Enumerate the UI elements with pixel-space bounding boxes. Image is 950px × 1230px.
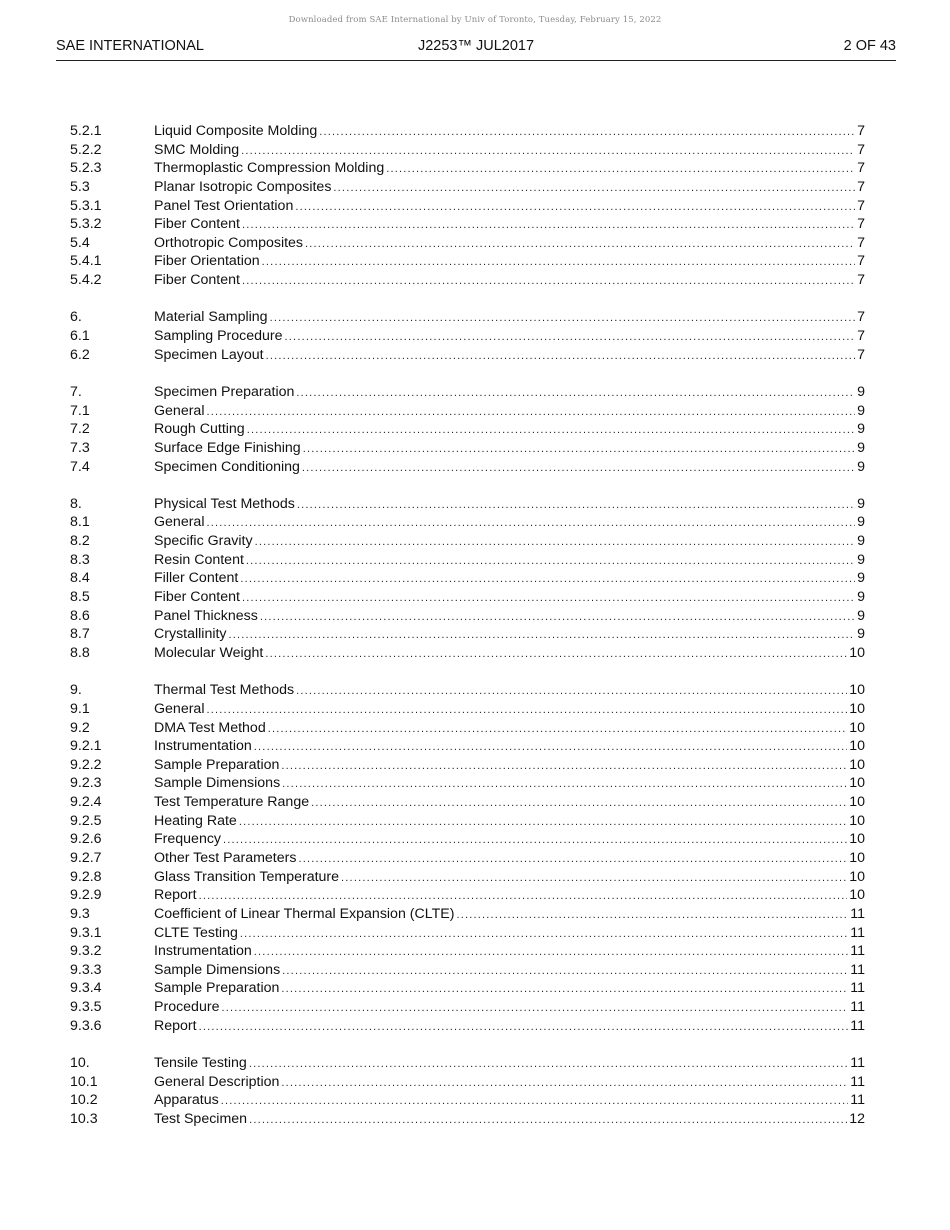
toc-entry[interactable] <box>70 644 865 663</box>
dot-leader <box>266 347 855 366</box>
section-page: 10 <box>849 756 865 773</box>
section-number: 10.3 <box>70 1110 98 1127</box>
section-title: Sample Preparation <box>154 980 280 997</box>
toc-entry[interactable] <box>70 532 865 551</box>
section-number: 9.3.3 <box>70 961 102 978</box>
dot-leader <box>298 850 847 869</box>
section-title: Tensile Testing <box>154 1055 247 1072</box>
section-number: 9.3.5 <box>70 999 102 1016</box>
section-title: Crystallinity <box>154 626 227 643</box>
toc-entry[interactable] <box>70 1091 865 1110</box>
section-page: 11 <box>850 961 865 978</box>
dot-leader <box>319 123 855 142</box>
dot-leader <box>241 142 855 161</box>
section-page: 11 <box>850 943 865 960</box>
section-title: SMC Molding <box>154 141 240 158</box>
section-gap <box>70 663 865 682</box>
section-title: Heating Rate <box>154 812 237 829</box>
toc-entry[interactable] <box>70 812 865 831</box>
section-number: 5.3.2 <box>70 216 102 233</box>
table-of-contents <box>70 122 865 1129</box>
toc-entry[interactable] <box>70 234 865 253</box>
section-number: 9.3 <box>70 905 90 922</box>
section-title: General <box>154 700 205 717</box>
section-number: 8.3 <box>70 551 90 568</box>
section-title: Fiber Content <box>154 216 240 233</box>
dot-leader <box>247 421 855 440</box>
toc-entry[interactable] <box>70 122 865 141</box>
document-id: J2253™ JUL2017 <box>417 38 535 54</box>
toc-entry[interactable] <box>70 420 865 439</box>
section-number: 5.4.2 <box>70 272 102 289</box>
section-number: 8.4 <box>70 570 90 587</box>
section-number: 5.3.1 <box>70 197 102 214</box>
dot-leader <box>262 253 855 272</box>
section-title: Apparatus <box>154 1092 219 1109</box>
section-number: 9.2 <box>70 719 90 736</box>
dot-leader <box>254 943 848 962</box>
toc-entry[interactable] <box>70 569 865 588</box>
section-page: 9 <box>857 458 865 475</box>
dot-leader <box>341 869 847 888</box>
section-gap <box>70 290 865 309</box>
section-page: 9 <box>857 570 865 587</box>
toc-entry[interactable] <box>70 849 865 868</box>
toc-entry[interactable] <box>70 252 865 271</box>
toc-entry[interactable] <box>70 588 865 607</box>
section-title: General <box>154 514 205 531</box>
dot-leader <box>255 533 856 552</box>
dot-leader <box>296 384 855 403</box>
section-title: General <box>154 402 205 419</box>
section-title: Sample Preparation <box>154 756 280 773</box>
toc-entry[interactable] <box>70 700 865 719</box>
section-page: 11 <box>850 1017 865 1034</box>
section-page: 7 <box>857 272 865 289</box>
dot-leader <box>242 272 855 291</box>
toc-entry[interactable] <box>70 924 865 943</box>
section-title: Physical Test Methods <box>154 495 295 512</box>
section-number: 9.3.2 <box>70 943 102 960</box>
section-number: 9.3.6 <box>70 1017 102 1034</box>
section-page: 11 <box>850 1073 865 1090</box>
section-title: Sample Dimensions <box>154 775 281 792</box>
section-page: 10 <box>849 794 865 811</box>
section-number: 7.3 <box>70 439 90 456</box>
section-title: Rough Cutting <box>154 421 245 438</box>
section-page: 10 <box>849 682 865 699</box>
toc-entry[interactable] <box>70 271 865 290</box>
section-number: 10.1 <box>70 1073 98 1090</box>
dot-leader <box>249 1055 848 1074</box>
dot-leader <box>386 160 855 179</box>
section-page: 7 <box>857 123 865 139</box>
toc-entry[interactable] <box>70 979 865 998</box>
section-page: 11 <box>850 999 865 1016</box>
section-number: 8.5 <box>70 589 90 606</box>
section-page: 10 <box>849 644 865 661</box>
dot-leader <box>281 757 847 776</box>
toc-entry[interactable] <box>70 551 865 570</box>
section-page: 7 <box>857 178 865 195</box>
section-title: Planar Isotropic Composites <box>154 178 332 195</box>
section-page: 9 <box>857 626 865 643</box>
section-number: 8.7 <box>70 626 90 643</box>
section-page: 9 <box>857 402 865 419</box>
section-number: 8.1 <box>70 514 90 531</box>
section-page: 11 <box>850 980 865 997</box>
dot-leader <box>229 626 856 645</box>
toc-entry[interactable] <box>70 1017 865 1036</box>
section-number: 8.6 <box>70 607 90 624</box>
section-title: DMA Test Method <box>154 719 266 736</box>
section-page: 9 <box>857 533 865 550</box>
section-number: 6. <box>70 309 82 326</box>
section-gap <box>70 476 865 495</box>
toc-entry[interactable] <box>70 868 865 887</box>
section-page: 10 <box>849 775 865 792</box>
section-title: Report <box>154 1017 197 1034</box>
section-page: 9 <box>857 551 865 568</box>
toc-entry[interactable] <box>70 402 865 421</box>
page-number: 2 OF 43 <box>843 38 896 54</box>
toc-entry[interactable] <box>70 215 865 234</box>
dot-leader <box>296 682 847 701</box>
toc-entry[interactable] <box>70 886 865 905</box>
dot-leader <box>302 459 855 478</box>
section-title: General Description <box>154 1073 280 1090</box>
dot-leader <box>311 794 847 813</box>
section-title: Frequency <box>154 831 222 848</box>
toc-entry[interactable] <box>70 756 865 775</box>
section-title: Other Test Parameters <box>154 849 297 866</box>
section-number: 9.1 <box>70 700 90 717</box>
section-page: 11 <box>850 1092 865 1109</box>
dot-leader <box>206 701 847 720</box>
section-title: Thermal Test Methods <box>154 682 295 699</box>
section-page: 11 <box>850 1055 865 1072</box>
section-number: 7.2 <box>70 421 90 438</box>
section-title: Sampling Procedure <box>154 328 283 345</box>
dot-leader <box>246 552 855 571</box>
section-gap <box>70 364 865 383</box>
dot-leader <box>221 1092 849 1111</box>
toc-entry[interactable] <box>70 681 865 700</box>
section-page: 9 <box>857 607 865 624</box>
toc-entry[interactable] <box>70 625 865 644</box>
section-page: 7 <box>857 328 865 345</box>
section-number: 7. <box>70 383 82 400</box>
section-number: 5.3 <box>70 178 90 195</box>
section-title: Test Temperature Range <box>154 794 310 811</box>
toc-entry[interactable] <box>70 830 865 849</box>
section-title: Procedure <box>154 999 220 1016</box>
section-number: 8.2 <box>70 533 90 550</box>
toc-entry[interactable] <box>70 383 865 402</box>
section-title: Specimen Layout <box>154 346 264 363</box>
section-number: 6.1 <box>70 328 90 345</box>
dot-leader <box>295 198 855 217</box>
dot-leader <box>265 645 847 664</box>
section-page: 10 <box>849 868 865 885</box>
section-page: 7 <box>857 160 865 177</box>
section-gap <box>70 1035 865 1054</box>
section-page: 11 <box>850 905 865 922</box>
publisher-name: SAE INTERNATIONAL <box>56 38 204 54</box>
section-page: 7 <box>857 216 865 233</box>
dot-leader <box>260 608 855 627</box>
dot-leader <box>240 925 848 944</box>
section-page: 10 <box>849 738 865 755</box>
section-number: 9.2.6 <box>70 831 102 848</box>
section-page: 9 <box>857 495 865 512</box>
dot-leader <box>249 1111 847 1130</box>
section-page: 9 <box>857 383 865 400</box>
toc-entry[interactable] <box>70 607 865 626</box>
dot-leader <box>206 403 855 422</box>
toc-entry[interactable] <box>70 942 865 961</box>
dot-leader <box>268 720 848 739</box>
dot-leader <box>285 328 856 347</box>
section-number: 10.2 <box>70 1092 98 1109</box>
dot-leader <box>303 440 855 459</box>
section-number: 5.2.2 <box>70 141 102 158</box>
section-title: Fiber Content <box>154 589 240 606</box>
section-page: 10 <box>849 831 865 848</box>
section-page: 7 <box>857 346 865 363</box>
section-title: Sample Dimensions <box>154 961 281 978</box>
section-title: Surface Edge Finishing <box>154 439 301 456</box>
section-number: 7.1 <box>70 402 90 419</box>
section-page: 7 <box>857 141 865 158</box>
section-title: Instrumentation <box>154 943 252 960</box>
download-watermark: Downloaded from SAE International by Univ of Toronto, Tuesday, February 15, 2022 <box>288 15 662 25</box>
toc-entry[interactable] <box>70 197 865 216</box>
dot-leader <box>270 309 856 328</box>
section-title: Fiber Orientation <box>154 253 260 270</box>
section-page: 10 <box>849 719 865 736</box>
section-number: 6.2 <box>70 346 90 363</box>
section-number: 9. <box>70 682 82 699</box>
page-header <box>56 38 896 61</box>
section-number: 9.2.9 <box>70 887 102 904</box>
dot-leader <box>206 514 855 533</box>
section-title: Molecular Weight <box>154 644 264 661</box>
section-number: 8. <box>70 495 82 512</box>
toc-entry[interactable] <box>70 1110 865 1129</box>
dot-leader <box>333 179 855 198</box>
section-page: 10 <box>849 812 865 829</box>
dot-leader <box>456 906 848 925</box>
section-page: 11 <box>850 924 865 941</box>
section-number: 9.3.1 <box>70 924 102 941</box>
section-title: Specimen Preparation <box>154 383 295 400</box>
dot-leader <box>281 980 848 999</box>
section-number: 7.4 <box>70 458 90 475</box>
section-number: 9.2.5 <box>70 812 102 829</box>
section-page: 10 <box>849 887 865 904</box>
section-title: Liquid Composite Molding <box>154 123 318 139</box>
section-page: 10 <box>849 700 865 717</box>
section-page: 7 <box>857 309 865 326</box>
dot-leader <box>242 216 855 235</box>
dot-leader <box>199 887 848 906</box>
section-title: Specific Gravity <box>154 533 253 550</box>
section-page: 9 <box>857 421 865 438</box>
dot-leader <box>254 738 847 757</box>
section-title: Coefficient of Linear Thermal Expansion (CLTE) <box>154 905 455 922</box>
section-number: 9.2.3 <box>70 775 102 792</box>
section-number: 9.2.8 <box>70 868 102 885</box>
toc-entry[interactable] <box>70 178 865 197</box>
toc-entry[interactable] <box>70 961 865 980</box>
toc-entry[interactable] <box>70 458 865 477</box>
toc-entry[interactable] <box>70 346 865 365</box>
toc-entry[interactable] <box>70 159 865 178</box>
toc-entry[interactable] <box>70 513 865 532</box>
section-title: Thermoplastic Compression Molding <box>154 160 385 177</box>
dot-leader <box>242 589 855 608</box>
dot-leader <box>281 1074 848 1093</box>
section-title: Fiber Content <box>154 272 240 289</box>
section-title: CLTE Testing <box>154 924 238 941</box>
toc-entry[interactable] <box>70 327 865 346</box>
section-number: 5.2.3 <box>70 160 102 177</box>
section-number: 9.2.1 <box>70 738 102 755</box>
section-title: Test Specimen <box>154 1110 248 1127</box>
section-title: Resin Content <box>154 551 244 568</box>
dot-leader <box>223 831 847 850</box>
dot-leader <box>282 962 848 981</box>
section-number: 9.2.2 <box>70 756 102 773</box>
section-title: Filler Content <box>154 570 239 587</box>
section-number: 5.4 <box>70 234 90 251</box>
toc-entry[interactable] <box>70 439 865 458</box>
section-number: 5.4.1 <box>70 253 102 270</box>
dot-leader <box>239 813 847 832</box>
section-title: Glass Transition Temperature <box>154 868 340 885</box>
section-page: 7 <box>857 197 865 214</box>
section-title: Panel Test Orientation <box>154 197 294 214</box>
section-page: 12 <box>849 1110 865 1127</box>
toc-entry[interactable] <box>70 998 865 1017</box>
toc-entry[interactable] <box>70 1054 865 1073</box>
section-page: 10 <box>849 849 865 866</box>
section-title: Orthotropic Composites <box>154 234 304 251</box>
section-page: 7 <box>857 253 865 270</box>
toc-entry[interactable] <box>70 737 865 756</box>
toc-entry[interactable] <box>70 495 865 514</box>
dot-leader <box>221 999 848 1018</box>
dot-leader <box>199 1018 849 1037</box>
section-page: 9 <box>857 589 865 606</box>
section-page: 7 <box>857 234 865 251</box>
section-number: 10. <box>70 1055 90 1072</box>
toc-entry[interactable] <box>70 774 865 793</box>
dot-leader <box>297 496 855 515</box>
section-number: 9.2.4 <box>70 794 102 811</box>
toc-entry[interactable] <box>70 719 865 738</box>
section-number: 8.8 <box>70 644 90 661</box>
dot-leader <box>282 775 847 794</box>
section-title: Instrumentation <box>154 738 252 755</box>
section-title: Panel Thickness <box>154 607 258 624</box>
section-page: 9 <box>857 514 865 531</box>
toc-entry[interactable] <box>70 141 865 160</box>
toc-entry[interactable] <box>70 905 865 924</box>
toc-entry[interactable] <box>70 793 865 812</box>
section-number: 9.2.7 <box>70 849 102 866</box>
dot-leader <box>305 235 855 254</box>
section-page: 9 <box>857 439 865 456</box>
section-number: 9.3.4 <box>70 980 102 997</box>
section-title: Specimen Conditioning <box>154 458 300 475</box>
toc-entry[interactable] <box>70 308 865 327</box>
section-title: Report <box>154 887 197 904</box>
dot-leader <box>240 570 855 589</box>
toc-entry[interactable] <box>70 1073 865 1092</box>
section-title: Material Sampling <box>154 309 268 326</box>
section-number: 5.2.1 <box>70 123 102 139</box>
